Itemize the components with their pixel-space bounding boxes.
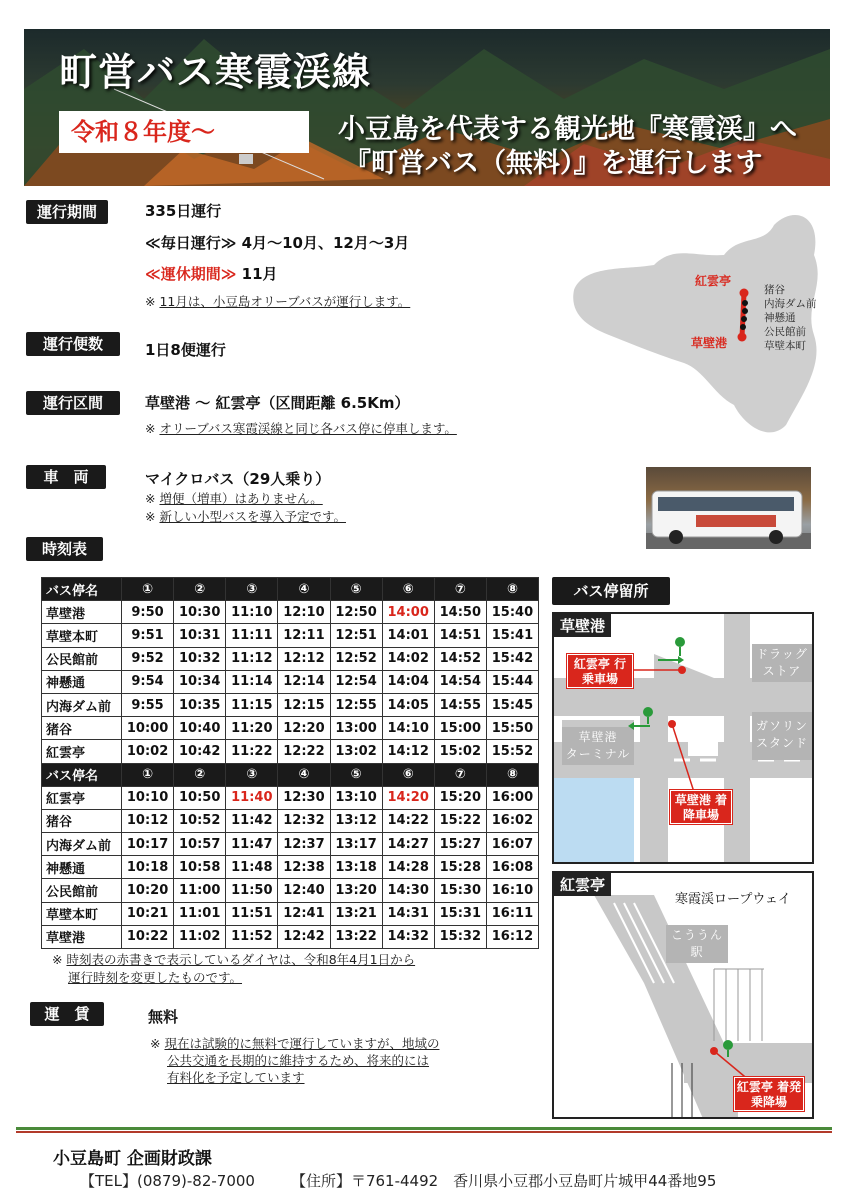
- time-cell: 15:27: [434, 833, 486, 856]
- time-cell: 10:00: [122, 717, 174, 740]
- header-banner: [24, 29, 830, 186]
- time-cell: 10:58: [174, 856, 226, 879]
- fare-note-line-2: 公共交通を長期的に維持するため、将来的には: [167, 1053, 430, 1068]
- time-cell: 14:55: [434, 693, 486, 716]
- time-cell: 16:00: [486, 786, 538, 809]
- time-cell: 11:47: [226, 833, 278, 856]
- time-cell: 14:20: [382, 786, 434, 809]
- time-cell: 15:40: [486, 601, 538, 624]
- time-cell: 10:17: [122, 833, 174, 856]
- time-cell: 10:52: [174, 809, 226, 832]
- time-cell: 13:18: [330, 856, 382, 879]
- stop-name-cell: 紅雲亭: [42, 786, 122, 809]
- time-cell: 11:42: [226, 809, 278, 832]
- time-cell: 11:50: [226, 879, 278, 902]
- time-cell: 14:28: [382, 856, 434, 879]
- time-cell: 11:00: [174, 879, 226, 902]
- trip-number: ③: [226, 763, 278, 786]
- table-row: [42, 717, 539, 740]
- fare-note-1: [150, 1034, 439, 1052]
- time-cell: 10:34: [174, 670, 226, 693]
- time-cell: 10:40: [174, 717, 226, 740]
- kounntei-map-tag: 紅雲亭: [554, 873, 611, 896]
- fare-note-line-3: 有料化を予定しています: [167, 1070, 305, 1085]
- terminal-line-1: 草壁港: [578, 730, 618, 744]
- time-cell: 14:27: [382, 833, 434, 856]
- time-cell: 11:15: [226, 693, 278, 716]
- time-cell: 11:40: [226, 786, 278, 809]
- operation-note: [145, 292, 410, 310]
- fare-note-3: [167, 1068, 305, 1086]
- time-cell: 15:22: [434, 809, 486, 832]
- time-cell: 10:35: [174, 693, 226, 716]
- page-title: 町営バス寒霞渓線: [59, 50, 372, 94]
- kusakabe-stop-map: [552, 612, 814, 864]
- time-cell: 10:50: [174, 786, 226, 809]
- trip-number: ①: [122, 578, 174, 601]
- time-cell: 15:32: [434, 925, 486, 948]
- time-cell: 13:02: [330, 740, 382, 763]
- time-cell: 11:22: [226, 740, 278, 763]
- time-cell: 16:12: [486, 925, 538, 948]
- header-stop-name: バス停名: [42, 578, 122, 601]
- trips-value: 1日8便運行: [145, 341, 226, 359]
- time-cell: 16:02: [486, 809, 538, 832]
- timetable-note-2: [68, 968, 242, 986]
- operation-note-text: 11月は、小豆島オリーブバスが運行します。: [159, 294, 411, 309]
- stop-name-cell: 猪谷: [42, 809, 122, 832]
- table-row: [42, 809, 539, 832]
- route-note: [145, 419, 457, 437]
- time-cell: 15:02: [434, 740, 486, 763]
- time-cell: 10:57: [174, 833, 226, 856]
- table-row: [42, 624, 539, 647]
- timetable-label: 時刻表: [26, 537, 103, 561]
- trip-number: ④: [278, 763, 330, 786]
- gas-line-1: ガソリン: [755, 719, 808, 733]
- time-cell: 14:02: [382, 647, 434, 670]
- table-row: [42, 647, 539, 670]
- time-cell: 12:10: [278, 601, 330, 624]
- trips-label: 運行便数: [26, 332, 120, 356]
- time-cell: 10:02: [122, 740, 174, 763]
- time-cell: 11:20: [226, 717, 278, 740]
- stop-name-cell: 草壁本町: [42, 902, 122, 925]
- kusakabe-boarding-box: [567, 654, 633, 688]
- time-cell: 14:01: [382, 624, 434, 647]
- stop-name-cell: 紅雲亭: [42, 740, 122, 763]
- map-stop: 神懸通: [764, 312, 796, 324]
- time-cell: 12:51: [330, 624, 382, 647]
- timetable-header-inbound: [42, 763, 539, 786]
- suspension-period: [145, 263, 278, 284]
- fare-note-2: [167, 1051, 429, 1069]
- time-cell: 12:30: [278, 786, 330, 809]
- time-cell: 13:20: [330, 879, 382, 902]
- time-cell: 15:31: [434, 902, 486, 925]
- time-cell: 11:51: [226, 902, 278, 925]
- table-row: [42, 601, 539, 624]
- drugstore-label: [752, 646, 812, 680]
- alighting-line-1: 草壁港 着: [674, 793, 728, 807]
- terminal-line-2: ターミナル: [565, 747, 631, 761]
- route-note-text: オリーブバス寒霞渓線と同じ各バス停に停車します。: [159, 421, 457, 436]
- time-cell: 14:30: [382, 879, 434, 902]
- time-cell: 13:22: [330, 925, 382, 948]
- stop-name-cell: 公民館前: [42, 879, 122, 902]
- stop-name-cell: 公民館前: [42, 647, 122, 670]
- trip-number: ②: [174, 578, 226, 601]
- time-cell: 14:54: [434, 670, 486, 693]
- time-cell: 11:48: [226, 856, 278, 879]
- time-cell: 10:12: [122, 809, 174, 832]
- time-cell: 15:00: [434, 717, 486, 740]
- vehicle-note-2: [145, 507, 346, 525]
- trip-number: ⑧: [486, 578, 538, 601]
- trip-number: ④: [278, 578, 330, 601]
- time-cell: 12:54: [330, 670, 382, 693]
- ropeway-label: 寒霞渓ロープウェイ: [675, 892, 791, 907]
- table-row: [42, 879, 539, 902]
- time-cell: 14:50: [434, 601, 486, 624]
- time-cell: 10:20: [122, 879, 174, 902]
- time-cell: 12:14: [278, 670, 330, 693]
- note-mark: ※: [145, 294, 156, 309]
- suspension-month: 11月: [241, 265, 278, 283]
- time-cell: 14:00: [382, 601, 434, 624]
- footer-divider-green: [16, 1127, 832, 1130]
- time-cell: 14:31: [382, 902, 434, 925]
- time-cell: 15:28: [434, 856, 486, 879]
- bus-photo: [646, 467, 811, 549]
- kounntei-stop-box: [734, 1077, 804, 1111]
- trip-number: ⑥: [382, 578, 434, 601]
- note-mark: ※: [52, 952, 63, 967]
- time-cell: 12:22: [278, 740, 330, 763]
- time-cell: 12:37: [278, 833, 330, 856]
- time-cell: 14:10: [382, 717, 434, 740]
- time-cell: 16:07: [486, 833, 538, 856]
- footer-contact: [80, 1170, 716, 1191]
- table-row: [42, 740, 539, 763]
- time-cell: 16:08: [486, 856, 538, 879]
- time-cell: 13:10: [330, 786, 382, 809]
- stop-name-cell: 草壁本町: [42, 624, 122, 647]
- time-cell: 12:41: [278, 902, 330, 925]
- table-row: [42, 693, 539, 716]
- stop-line-1: 紅雲亭 着発: [736, 1080, 802, 1094]
- operation-days: 335日運行: [145, 202, 222, 220]
- station-line-1: こううん: [670, 928, 723, 942]
- kusakabe-map-tag: 草壁港: [554, 614, 611, 637]
- time-cell: 9:51: [122, 624, 174, 647]
- trip-number: ③: [226, 578, 278, 601]
- ropeway-car: [239, 154, 253, 164]
- time-cell: 10:31: [174, 624, 226, 647]
- gas-line-2: スタンド: [755, 736, 808, 750]
- time-cell: 13:21: [330, 902, 382, 925]
- time-cell: 11:52: [226, 925, 278, 948]
- trip-number: ⑦: [434, 578, 486, 601]
- time-cell: 13:12: [330, 809, 382, 832]
- map-stop: 内海ダム前: [764, 298, 817, 310]
- time-cell: 14:05: [382, 693, 434, 716]
- time-cell: 10:10: [122, 786, 174, 809]
- route-value: 草壁港 ～ 紅雲亭（区間距離 6.5Km）: [145, 394, 410, 412]
- fare-value: 無料: [148, 1008, 179, 1026]
- table-row: [42, 670, 539, 693]
- trip-number: ②: [174, 763, 226, 786]
- time-cell: 10:22: [122, 925, 174, 948]
- timetable-header-outbound: [42, 578, 539, 601]
- map-top-station: 紅雲亭: [695, 274, 732, 288]
- stop-name-cell: 草壁港: [42, 925, 122, 948]
- note-mark: ※: [145, 509, 156, 524]
- time-cell: 9:50: [122, 601, 174, 624]
- time-cell: 14:32: [382, 925, 434, 948]
- time-cell: 9:55: [122, 693, 174, 716]
- time-cell: 12:11: [278, 624, 330, 647]
- operation-period-label: 運行期間: [26, 200, 108, 224]
- trip-number: ①: [122, 763, 174, 786]
- timetable-note-line-1: 時刻表の赤書きで表示しているダイヤは、令和8年4月1日から: [66, 952, 416, 967]
- time-cell: 15:45: [486, 693, 538, 716]
- vehicle-note-1: [145, 489, 323, 507]
- table-row: [42, 833, 539, 856]
- time-cell: 12:38: [278, 856, 330, 879]
- map-stop-list: [764, 283, 817, 353]
- operation-daily: ≪毎日運行≫ 4月～10月、12月～3月: [145, 234, 410, 252]
- time-cell: 15:30: [434, 879, 486, 902]
- map-bottom-station: 草壁港: [691, 336, 728, 350]
- table-row: [42, 902, 539, 925]
- time-cell: 10:21: [122, 902, 174, 925]
- trip-number: ⑤: [330, 763, 382, 786]
- table-row: [42, 925, 539, 948]
- table-row: [42, 786, 539, 809]
- time-cell: 15:41: [486, 624, 538, 647]
- map-stop: 草壁本町: [764, 340, 806, 352]
- alighting-line-2: 降車場: [682, 808, 719, 822]
- time-cell: 14:04: [382, 670, 434, 693]
- time-cell: 11:12: [226, 647, 278, 670]
- time-cell: 15:20: [434, 786, 486, 809]
- kusakabe-alighting-box: [670, 790, 732, 824]
- trip-number: ⑦: [434, 763, 486, 786]
- note-mark: ※: [145, 421, 156, 436]
- timetable-note: [52, 950, 415, 968]
- time-cell: 11:02: [174, 925, 226, 948]
- drugstore-line-2: ストア: [762, 664, 802, 678]
- footer-tel: 【TEL】(0879)-82-7000: [80, 1172, 255, 1190]
- year-badge: 令和８年度～: [59, 111, 309, 153]
- note-mark: ※: [145, 491, 156, 506]
- stop-name-cell: 神懸通: [42, 670, 122, 693]
- time-cell: 14:12: [382, 740, 434, 763]
- header-stop-name: バス停名: [42, 763, 122, 786]
- station-line-2: 駅: [690, 945, 704, 959]
- time-cell: 14:22: [382, 809, 434, 832]
- bus-stops-label: バス停留所: [552, 577, 670, 605]
- time-cell: 12:12: [278, 647, 330, 670]
- time-cell: 10:30: [174, 601, 226, 624]
- time-cell: 15:50: [486, 717, 538, 740]
- vehicle-note-1-text: 増便（増車）はありません。: [159, 491, 323, 506]
- trip-number: ⑧: [486, 763, 538, 786]
- banner-tagline-2: 『町営バス（無料）』を運行します: [344, 148, 763, 179]
- drugstore-line-1: ドラッグ: [756, 647, 808, 661]
- map-stop: 公民館前: [764, 326, 806, 338]
- stop-name-cell: 内海ダム前: [42, 833, 122, 856]
- fare-note-line-1: 現在は試験的に無料で運行していますが、地域の: [164, 1036, 440, 1051]
- time-cell: 11:10: [226, 601, 278, 624]
- time-cell: 10:18: [122, 856, 174, 879]
- time-cell: 15:52: [486, 740, 538, 763]
- time-cell: 13:00: [330, 717, 382, 740]
- gas-station-label: [752, 718, 812, 752]
- time-cell: 10:32: [174, 647, 226, 670]
- stop-name-cell: 神懸通: [42, 856, 122, 879]
- note-mark: ※: [150, 1036, 161, 1051]
- trip-number: ⑤: [330, 578, 382, 601]
- time-cell: 9:54: [122, 670, 174, 693]
- time-cell: 12:52: [330, 647, 382, 670]
- time-cell: 11:14: [226, 670, 278, 693]
- terminal-label: [562, 729, 634, 763]
- vehicle-note-2-text: 新しい小型バスを導入予定です。: [159, 509, 346, 524]
- boarding-line-1: 紅雲亭 行: [573, 657, 627, 671]
- time-cell: 9:52: [122, 647, 174, 670]
- fare-label: 運 賃: [30, 1002, 104, 1026]
- stop-name-cell: 猪谷: [42, 717, 122, 740]
- ropeway-station-label: [666, 927, 728, 961]
- map-stop: 猪谷: [764, 284, 785, 296]
- stop-name-cell: 内海ダム前: [42, 693, 122, 716]
- footer-divider-red: [16, 1131, 832, 1133]
- time-cell: 12:40: [278, 879, 330, 902]
- trip-number: ⑥: [382, 763, 434, 786]
- timetable: [41, 577, 539, 949]
- vehicle-value: マイクロバス（29人乗り）: [145, 470, 331, 488]
- suspension-label: ≪運休期間≫: [145, 265, 237, 283]
- route-label: 運行区間: [26, 391, 120, 415]
- time-cell: 14:52: [434, 647, 486, 670]
- footer-address: 【住所】〒761-4492 香川県小豆郡小豆島町片城甲44番地95: [290, 1172, 717, 1190]
- boarding-line-2: 乗車場: [581, 672, 618, 686]
- time-cell: 12:15: [278, 693, 330, 716]
- time-cell: 13:17: [330, 833, 382, 856]
- time-cell: 14:51: [434, 624, 486, 647]
- footer-organization: 小豆島町 企画財政課: [53, 1149, 212, 1169]
- time-cell: 11:11: [226, 624, 278, 647]
- time-cell: 10:42: [174, 740, 226, 763]
- timetable-note-line-2: 運行時刻を変更したものです。: [68, 970, 243, 985]
- time-cell: 15:42: [486, 647, 538, 670]
- time-cell: 12:20: [278, 717, 330, 740]
- time-cell: 16:11: [486, 902, 538, 925]
- time-cell: 15:44: [486, 670, 538, 693]
- stop-line-2: 乗降場: [750, 1095, 787, 1109]
- table-row: [42, 856, 539, 879]
- banner-tagline-1: 小豆島を代表する観光地『寒霞渓』へ: [338, 114, 797, 145]
- time-cell: 12:55: [330, 693, 382, 716]
- stop-name-cell: 草壁港: [42, 601, 122, 624]
- vehicle-label: 車 両: [26, 465, 106, 489]
- time-cell: 12:50: [330, 601, 382, 624]
- time-cell: 16:10: [486, 879, 538, 902]
- time-cell: 12:42: [278, 925, 330, 948]
- time-cell: 11:01: [174, 902, 226, 925]
- time-cell: 12:32: [278, 809, 330, 832]
- kounntei-stop-map: [552, 871, 814, 1119]
